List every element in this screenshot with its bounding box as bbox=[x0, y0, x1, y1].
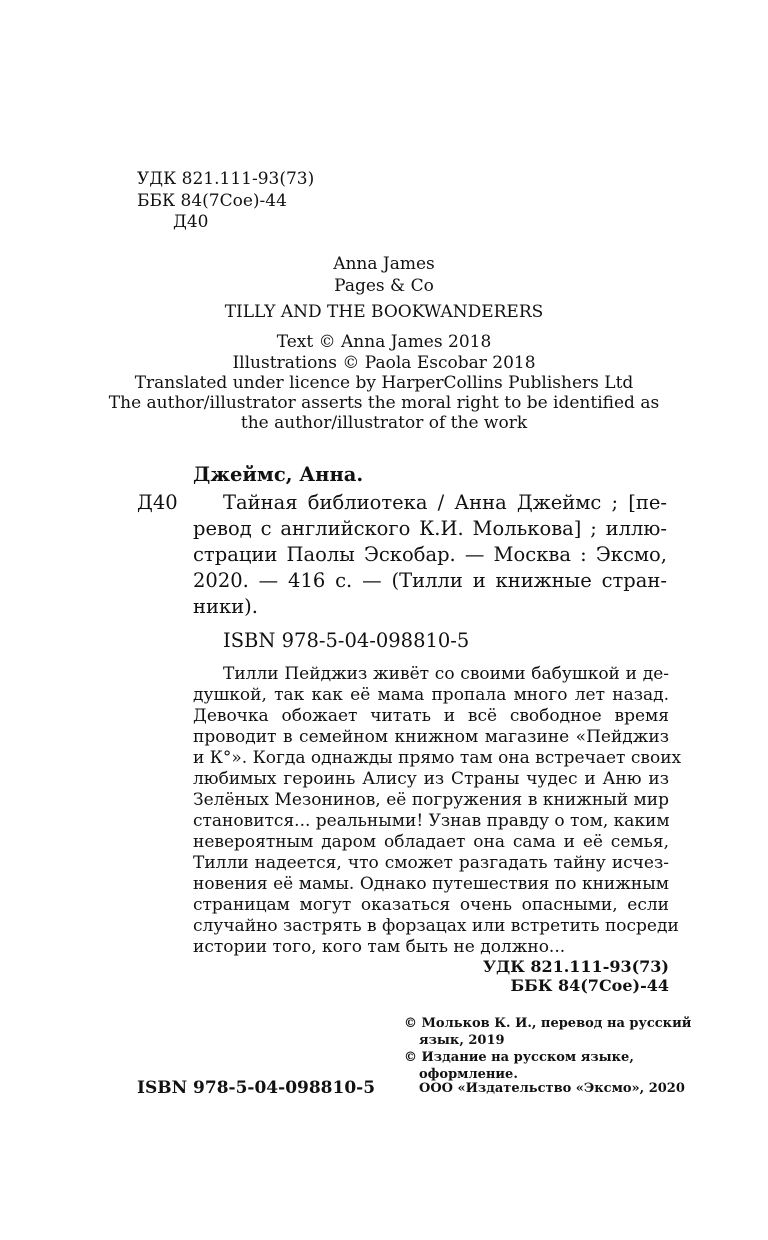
copyright-line: the author/illustrator of the work bbox=[240, 413, 528, 433]
annotation-line: Девочка обожает читать и всё свободное время bbox=[193, 706, 669, 726]
annotation-line: страницам могут оказаться очень опасными, если bbox=[193, 895, 669, 915]
annotation-line: случайно застрять в форзацах или встретить посреди bbox=[193, 916, 679, 936]
annotation-line: невероятным даром обладает она сама и её семья, bbox=[193, 832, 669, 852]
bbk-code: ББК 84(7Сое)-44 bbox=[137, 191, 287, 211]
annotation-line: новения её мамы. Однако путешествия по книжным bbox=[193, 874, 669, 894]
copyright-line: Translated under licence by HarperCollins Publishers Ltd bbox=[134, 373, 634, 393]
entry-heading: Джеймс, Анна. bbox=[193, 463, 364, 486]
entry-description-line: Тайная библиотека / Анна Джеймс ; [пе- bbox=[223, 491, 667, 514]
publisher-copyright: ООО «Издательство «Эксмо», 2020 bbox=[419, 1081, 685, 1096]
entry-description-line: страции Паолы Эскобар. — Москва : Эксмо, bbox=[193, 543, 667, 566]
translation-copyright-cont: язык, 2019 bbox=[419, 1033, 505, 1048]
copyright-line: Illustrations © Paola Escobar 2018 bbox=[232, 353, 536, 373]
annotation-line: любимых героинь Алису из Страны чудес и Аню из bbox=[193, 769, 669, 789]
entry-description-line: 2020. — 416 с. — (Тилли и книжные стран- bbox=[193, 569, 667, 592]
udk-code: УДК 821.111-93(73) bbox=[137, 169, 315, 189]
annotation-line: становится... реальными! Узнав правду о том, каким bbox=[193, 811, 670, 831]
annotation-line: Зелёных Мезонинов, её погружения в книжный мир bbox=[193, 790, 669, 810]
annotation-line: истории того, кого там быть не должно... bbox=[193, 937, 566, 957]
translation-copyright: © Мольков К. И., перевод на русский bbox=[404, 1016, 692, 1031]
entry-code: Д40 bbox=[137, 491, 178, 514]
annotation-bbk: ББК 84(7Сое)-44 bbox=[510, 976, 669, 995]
annotation-udk: УДК 821.111-93(73) bbox=[482, 957, 669, 976]
author-mark: Д40 bbox=[173, 212, 209, 232]
original-author: Anna James bbox=[333, 254, 435, 274]
annotation-line: проводит в семейном книжном магазине «Пейджиз bbox=[193, 727, 669, 747]
entry-description-line: ревод с английского К.И. Молькова] ; иллю- bbox=[193, 517, 667, 540]
original-title: TILLY AND THE BOOKWANDERERS bbox=[224, 302, 544, 322]
entry-description-line: ники). bbox=[193, 595, 258, 618]
annotation-line: Тилли надеется, что сможет разгадать тайну исчез- bbox=[193, 853, 669, 873]
copyright-line: Text © Anna James 2018 bbox=[276, 332, 492, 352]
annotation-line: душкой, так как её мама пропала много лет назад. bbox=[193, 685, 669, 705]
annotation-line: и К°». Когда однажды прямо там она встречает своих bbox=[193, 748, 682, 768]
copyright-line: The author/illustrator asserts the moral right to be identified as bbox=[108, 393, 660, 413]
original-series: Pages & Co bbox=[334, 276, 434, 296]
annotation-line: Тилли Пейджиз живёт со своими бабушкой и де- bbox=[223, 664, 669, 684]
footer-isbn: ISBN 978-5-04-098810-5 bbox=[137, 1078, 376, 1098]
entry-isbn: ISBN 978-5-04-098810-5 bbox=[223, 629, 470, 652]
edition-copyright-cont: оформление. bbox=[419, 1067, 518, 1082]
edition-copyright: © Издание на русском языке, bbox=[404, 1050, 634, 1065]
